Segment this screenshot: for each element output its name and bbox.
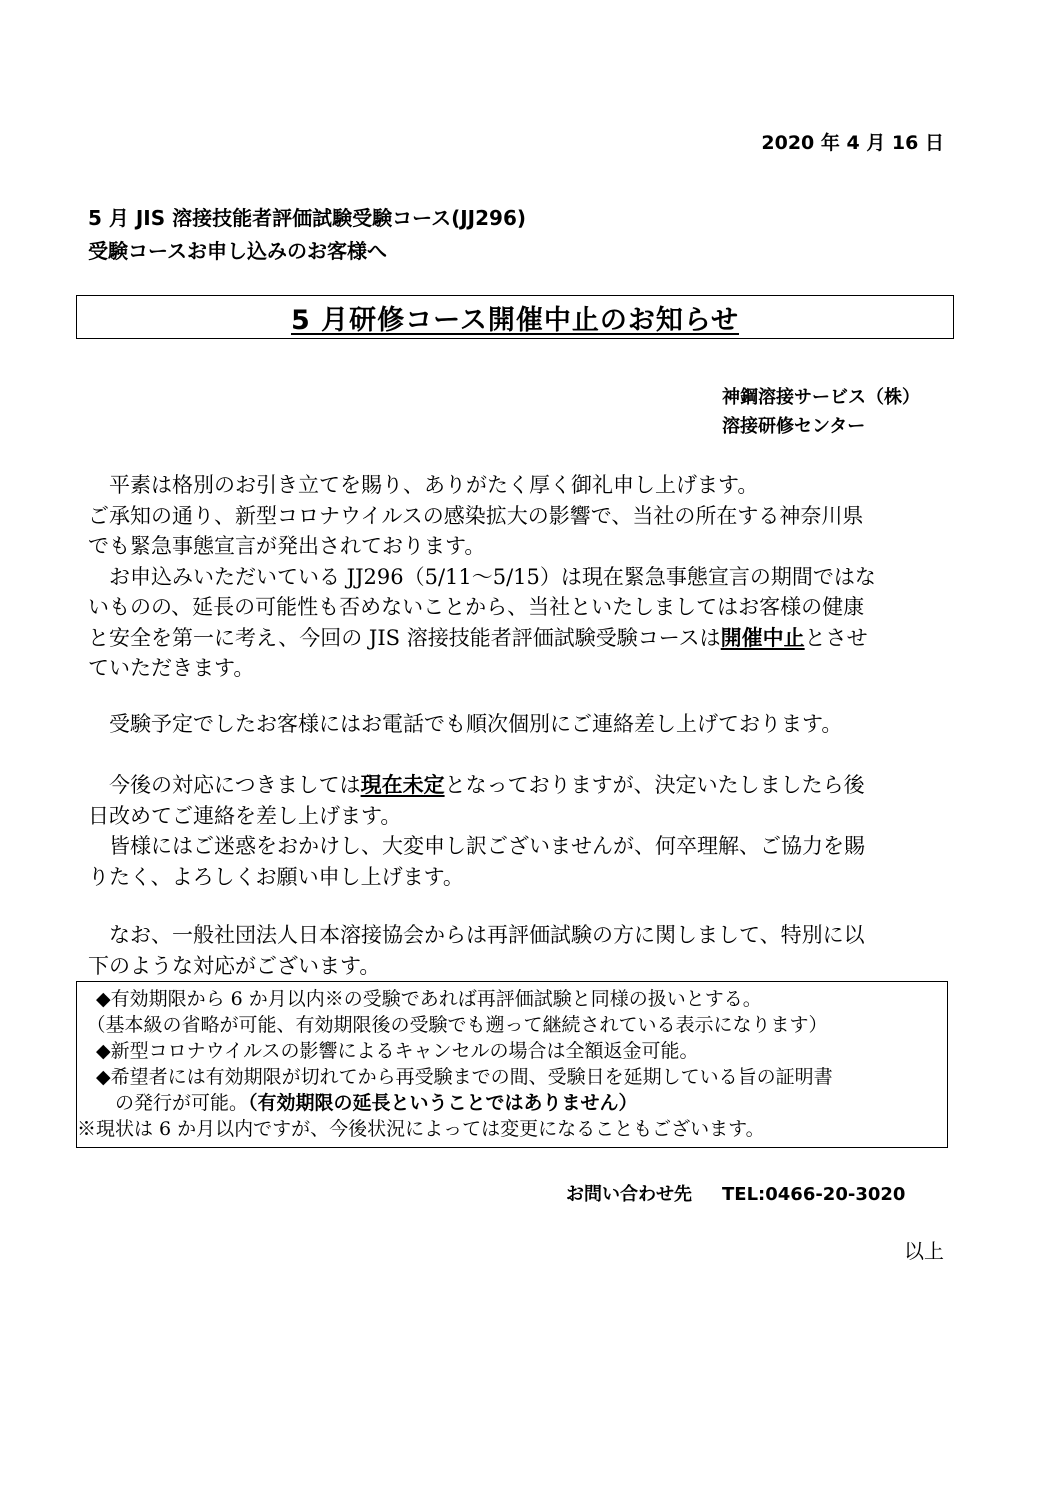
sender-department: 溶接研修センター xyxy=(722,416,866,437)
body-line: 受験予定でしたお客様にはお電話でも順次個別にご連絡差し上げております。 xyxy=(88,712,843,736)
undecided-emphasis: 現在未定 xyxy=(360,773,445,797)
body-text: とさせ xyxy=(804,625,868,650)
paragraph-jws-notice xyxy=(88,920,948,981)
contact-label: お問い合わせ先 xyxy=(566,1184,692,1205)
body-line: でも緊急事態宣言が発出されております。 xyxy=(88,534,486,558)
notice-item: ◆新型コロナウイルスの影響によるキャンセルの場合は全額返金可能。 xyxy=(77,1040,699,1062)
body-line: なお、一般社団法人日本溶接協会からは再評価試験の方に関しまして、特別に以 xyxy=(88,923,865,947)
document-date: 2020 年 4 月 16 日 xyxy=(761,132,944,154)
body-line-undecided xyxy=(88,770,948,801)
paragraph-contact-notice xyxy=(88,709,948,740)
body-text: と安全を第一に考え、今回の JIS 溶接技能者評価試験受験コースは xyxy=(88,625,721,650)
body-line: りたく、よろしくお願い申し上げます。 xyxy=(88,864,464,889)
cancellation-emphasis: 開催中止 xyxy=(720,625,805,650)
document-title: 5 月研修コース開催中止のお知らせ xyxy=(290,304,740,336)
body-line: 平素は格別のお引き立てを賜り、ありがたく厚く御礼申し上げます。 xyxy=(88,473,759,497)
notice-text: の発行が可能。 xyxy=(77,1092,249,1114)
contact-info xyxy=(566,1180,905,1206)
body-text: 今後の対応につきましては xyxy=(88,773,361,797)
notice-footnote: ※現状は 6 か月以内ですが、今後状況によっては変更になることもございます。 xyxy=(77,1118,765,1140)
body-line: ご承知の通り、新型コロナウイルスの感染拡大の影響で、当社の所在する神奈川県 xyxy=(88,503,864,528)
body-line: いものの、延長の可能性も否めないことから、当社といたしましてはお客様の健康 xyxy=(88,595,865,619)
body-line-cancellation xyxy=(88,623,948,654)
sender-company: 神鋼溶接サービス（株） xyxy=(722,387,920,408)
body-line: 日改めてご連絡を差し上げます。 xyxy=(88,803,402,828)
closing-mark: 以上 xyxy=(904,1239,944,1263)
body-line: お申込みいただいている JJ296（5/11～5/15）は現在緊急事態宣言の期間ではな xyxy=(88,564,876,589)
body-line: 皆様にはご迷惑をおかけし、大変申し訳ございませんが、何卒理解、ご協力を賜 xyxy=(88,834,865,858)
body-line: 下のような対応がございます。 xyxy=(88,953,381,978)
title-box xyxy=(76,295,954,339)
special-measures-box xyxy=(76,981,948,1148)
paragraph-greeting xyxy=(88,470,948,684)
recipient-addressee-line: 受験コースお申し込みのお客様へ xyxy=(88,239,387,263)
paragraph-future-response xyxy=(88,770,948,892)
notice-item xyxy=(77,1090,947,1116)
body-text: となっておりますが、決定いたしましたら後 xyxy=(444,773,865,797)
notice-item: ◆希望者には有効期限が切れてから再受験までの間、受験日を延期している旨の証明書 xyxy=(77,1066,833,1088)
recipient-course-line: 5 月 JIS 溶接技能者評価試験受験コース(JJ296) xyxy=(88,206,527,230)
notice-item: （基本級の省略が可能、有効期限後の受験でも遡って継続されている表示になります） xyxy=(77,1014,828,1036)
contact-phone: TEL:0466-20-3020 xyxy=(722,1184,906,1205)
notice-item: ◆有効期限から 6 か月以内※の受験であれば再評価試験と同様の扱いとする。 xyxy=(77,988,762,1010)
body-line: ていただきます。 xyxy=(88,656,255,680)
notice-bold-text: （有効期限の延長ということではありません） xyxy=(248,1092,638,1114)
